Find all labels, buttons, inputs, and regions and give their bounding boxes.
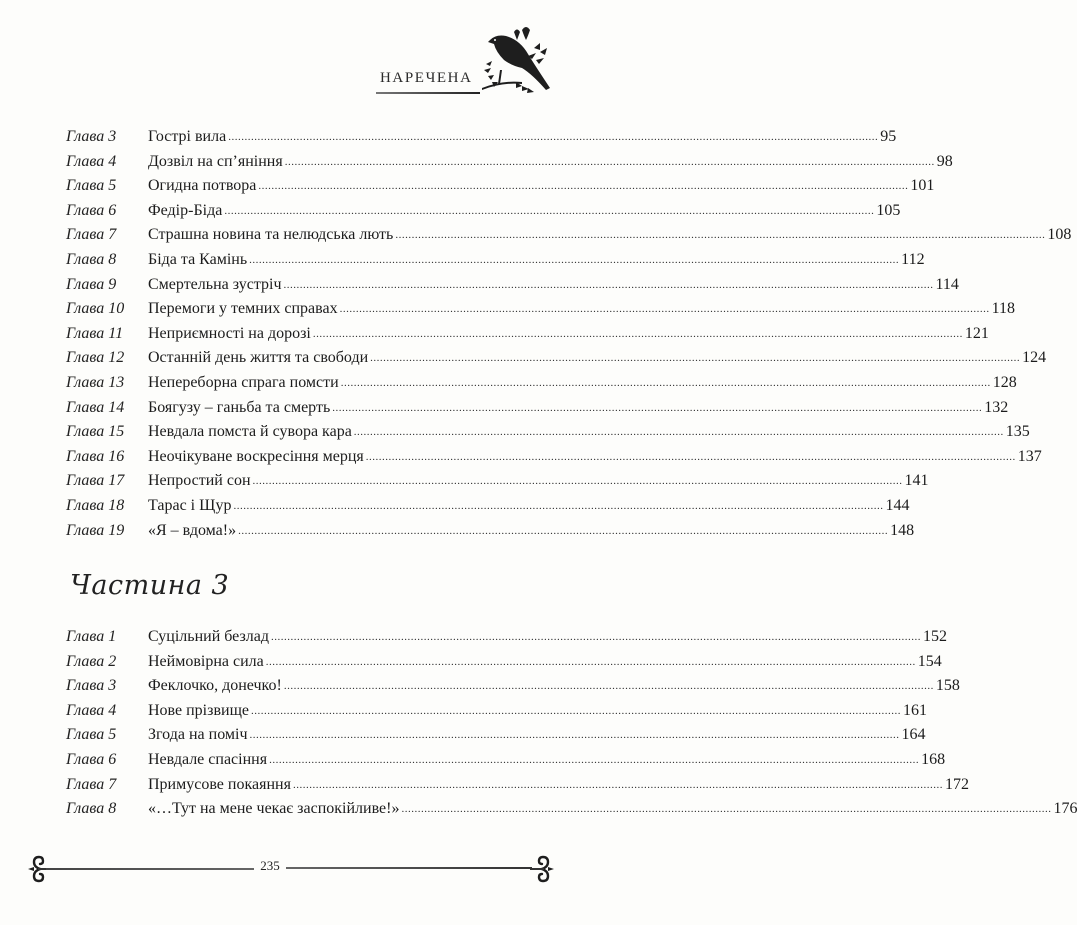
chapter-title: Невдала помста й сувора кара: [148, 423, 352, 441]
running-title: НАРЕЧЕНА: [380, 70, 473, 86]
dot-leader: ........................................................................................................................................................................................................: [265, 655, 916, 668]
chapter-page-number: 176: [1053, 800, 1077, 818]
chapter-page-number: 98: [936, 152, 953, 170]
chapter-page-number: 148: [890, 521, 915, 539]
chapter-title: Дозвіл на сп’яніння: [148, 152, 283, 170]
chapter-page-number: 101: [910, 177, 935, 195]
chapter-label: Глава 2: [66, 652, 117, 670]
chapter-page-number: 128: [992, 374, 1017, 391]
dot-leader: ........................................................................................................................................................................................................: [395, 229, 1046, 242]
chapter-page-number: 152: [923, 628, 948, 645]
page-footer: [28, 850, 576, 890]
chapter-page-number: 124: [1022, 349, 1047, 367]
toc-entry: [66, 200, 901, 222]
dot-leader: ........................................................................................................................................................................................................: [224, 204, 875, 217]
dot-leader: ........................................................................................................................................................................................................: [238, 524, 889, 537]
chapter-page-number: 144: [885, 497, 910, 514]
chapter-page-number: 161: [902, 701, 927, 719]
dot-leader: ........................................................................................................................................................................................................: [292, 778, 943, 791]
toc-entry: [66, 298, 1015, 320]
toc-entry: [66, 651, 942, 673]
chapter-title: Згода на поміч: [148, 726, 248, 744]
dot-leader: ........................................................................................................................................................................................................: [340, 377, 991, 389]
chapter-label: Глава 8: [66, 251, 117, 268]
dot-leader: ........................................................................................................................................................................................................: [339, 303, 990, 316]
chapter-label: Глава 10: [66, 300, 125, 318]
dot-leader: ........................................................................................................................................................................................................: [283, 680, 934, 693]
chapter-title: Неочікуване воскресіння мерця: [148, 447, 364, 465]
toc-entry: [66, 224, 1072, 246]
chapter-label: Глава 5: [66, 177, 117, 195]
chapter-page-number: 158: [935, 677, 960, 695]
chapter-title: «Я – вдома!»: [148, 521, 237, 539]
dot-leader: ........................................................................................................................................................................................................: [370, 352, 1021, 365]
toc-entry: [66, 323, 989, 345]
chapter-label: Глава 6: [66, 201, 117, 219]
chapter-title: Федір-Біда: [148, 201, 223, 219]
chapter-page-number: 114: [935, 275, 959, 293]
page-number: 235: [260, 858, 280, 873]
header-rule: [376, 92, 480, 94]
chapter-label: Глава 4: [66, 701, 117, 719]
chapter-title: Неприємності на дорозі: [148, 324, 311, 342]
chapter-title: Невдале спасіння: [148, 751, 268, 768]
chapter-page-number: 118: [991, 300, 1015, 318]
dot-leader: ........................................................................................................................................................................................................: [284, 155, 935, 168]
chapter-page-number: 121: [964, 324, 989, 342]
toc-entry: [66, 700, 927, 722]
chapter-page-number: 154: [917, 652, 942, 670]
chapter-page-number: 168: [921, 751, 946, 768]
toc-entry: [66, 421, 1030, 443]
dot-leader: ........................................................................................................................................................................................................: [312, 327, 963, 340]
chapter-page-number: 164: [901, 726, 926, 744]
chapter-label: Глава 3: [66, 128, 117, 145]
chapter-page-number: 135: [1005, 423, 1030, 441]
chapter-page-number: 137: [1017, 447, 1042, 465]
dot-leader: ........................................................................................................................................................................................................: [228, 131, 879, 143]
chapter-label: Глава 12: [66, 349, 125, 367]
chapter-title: Тарас і Щур: [148, 497, 232, 514]
chapter-page-number: 105: [876, 201, 901, 219]
toc-entry: [66, 446, 1042, 468]
toc-entry: [66, 151, 953, 173]
toc-entry: [66, 626, 948, 648]
toc-entry: [66, 470, 929, 492]
chapter-label: Глава 11: [66, 324, 124, 342]
chapter-title: Біда та Камінь: [148, 251, 248, 268]
chapter-page-number: 112: [901, 251, 925, 268]
chapter-label: Глава 9: [66, 275, 117, 293]
chapter-title: Гострі вила: [148, 128, 227, 145]
part-heading: Частина 3: [70, 570, 230, 601]
chapter-title: Примусове покаяння: [148, 775, 291, 793]
chapter-label: Глава 19: [66, 521, 125, 539]
toc-entry: [66, 347, 1047, 369]
dot-leader: ........................................................................................................................................................................................................: [252, 475, 903, 488]
toc-entry: [66, 274, 959, 296]
chapter-title: Неймовірна сила: [148, 652, 264, 670]
dot-leader: ........................................................................................................................................................................................................: [401, 803, 1052, 816]
chapter-label: Глава 5: [66, 726, 117, 744]
dot-leader: ........................................................................................................................................................................................................: [258, 180, 909, 193]
chapter-page-number: 141: [904, 472, 929, 490]
chapter-label: Глава 18: [66, 497, 125, 514]
toc-entry: [66, 798, 1077, 820]
dot-leader: ........................................................................................................................................................................................................: [271, 631, 922, 643]
scroll-flourish-icon: [530, 854, 554, 884]
bird-on-branch-icon: [476, 22, 566, 100]
toc-entry: [66, 175, 935, 197]
chapter-label: Глава 13: [66, 374, 125, 391]
chapter-title: Суцільний безлад: [148, 628, 270, 645]
chapter-label: Глава 7: [66, 775, 117, 793]
chapter-page-number: 108: [1047, 226, 1072, 244]
chapter-title: Непростий сон: [148, 472, 251, 490]
page-header: [0, 0, 600, 110]
dot-leader: ........................................................................................................................................................................................................: [250, 704, 901, 717]
chapter-page-number: 172: [944, 775, 969, 793]
chapter-label: Глава 16: [66, 447, 125, 465]
toc-entry: [66, 749, 946, 771]
chapter-label: Глава 3: [66, 677, 117, 695]
toc-entry: [66, 495, 910, 517]
chapter-label: Глава 17: [66, 472, 125, 490]
dot-leader: ........................................................................................................................................................................................................: [249, 729, 900, 742]
toc-entry: [66, 372, 1017, 394]
toc-entry: [66, 520, 915, 542]
chapter-title: «…Тут на мене чекає заспокійливе!»: [148, 800, 400, 818]
chapter-label: Глава 6: [66, 751, 117, 768]
toc-entry: [66, 249, 925, 271]
dot-leader: ........................................................................................................................................................................................................: [249, 254, 900, 266]
toc-entry: [66, 126, 897, 148]
footer-rule-right: [286, 867, 532, 869]
chapter-title: Смертельна зустріч: [148, 275, 282, 293]
toc-entry: [66, 397, 1009, 419]
chapter-title: Нове прізвище: [148, 701, 249, 719]
dot-leader: ........................................................................................................................................................................................................: [269, 754, 920, 766]
toc-entry: [66, 675, 960, 697]
dot-leader: ........................................................................................................................................................................................................: [365, 450, 1016, 463]
chapter-title: Непереборна спрага помсти: [148, 374, 339, 391]
chapter-label: Глава 14: [66, 398, 125, 416]
chapter-label: Глава 1: [66, 628, 117, 645]
toc-entry: [66, 724, 926, 746]
dot-leader: ........................................................................................................................................................................................................: [283, 278, 934, 291]
dot-leader: ........................................................................................................................................................................................................: [233, 500, 884, 512]
footer-rule-left: [46, 868, 254, 870]
dot-leader: ........................................................................................................................................................................................................: [332, 401, 983, 414]
chapter-label: Глава 8: [66, 800, 117, 818]
chapter-title: Феклочко, донечко!: [148, 677, 282, 695]
chapter-label: Глава 15: [66, 423, 125, 441]
chapter-label: Глава 7: [66, 226, 117, 244]
chapter-page-number: 95: [880, 128, 897, 145]
chapter-label: Глава 4: [66, 152, 117, 170]
chapter-title: Огидна потвора: [148, 177, 257, 195]
chapter-title: Перемоги у темних справах: [148, 300, 338, 318]
chapter-title: Боягузу – ганьба та смерть: [148, 398, 331, 416]
dot-leader: ........................................................................................................................................................................................................: [353, 426, 1004, 439]
chapter-page-number: 132: [984, 398, 1009, 416]
chapter-title: Останній день життя та свободи: [148, 349, 369, 367]
chapter-title: Страшна новина та нелюдська лють: [148, 226, 394, 244]
toc-entry: [66, 774, 969, 796]
